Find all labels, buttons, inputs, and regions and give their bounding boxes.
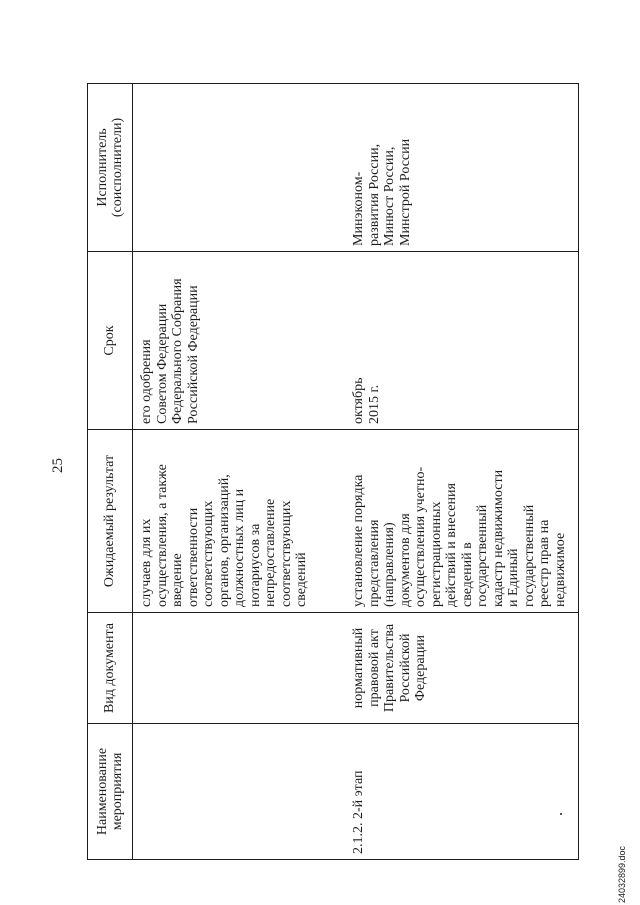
- header-line: Исполнитель: [94, 128, 110, 207]
- cell-line: Минэконом-: [351, 171, 366, 246]
- cell-line: нотариусов за: [247, 523, 263, 607]
- header-line: (соисполнители): [110, 117, 125, 218]
- cell-line: органов, организаций,: [216, 474, 232, 607]
- cell-line: документов для: [397, 513, 413, 607]
- header-line: Срок: [102, 325, 118, 356]
- scan-speck: [560, 813, 562, 815]
- cell-expected-result: [133, 430, 328, 613]
- cell-line: (направления): [382, 522, 397, 607]
- cell-line: 2.1.2. 2-й этап: [351, 770, 366, 854]
- cell-deadline: [133, 252, 328, 430]
- header-line: Ожидаемый результат: [102, 454, 118, 588]
- cell-document-type: [327, 613, 579, 724]
- cell-line: государственный: [475, 504, 490, 607]
- table-header-row: [88, 84, 133, 860]
- cell-line: нормативный: [351, 627, 366, 709]
- cell-line: Минюст России,: [382, 146, 397, 246]
- header-line: мероприятия: [110, 752, 125, 831]
- footer-doc-id: 24032899.doc: [617, 845, 627, 903]
- cell-line: действий и внесения: [444, 483, 459, 607]
- page-number: 25: [50, 458, 66, 473]
- cell-line: 2015 г.: [366, 384, 382, 424]
- cell-document-type: [133, 613, 328, 724]
- cell-line: его одобрения: [139, 339, 154, 424]
- cell-line: недвижимое: [552, 532, 568, 607]
- header-line: Вид документа: [102, 622, 118, 714]
- cell-line: сведений в: [459, 542, 475, 607]
- cell-line: октябрь: [351, 377, 366, 424]
- cell-line: представления: [366, 519, 382, 607]
- cell-line: реестр прав на: [537, 519, 552, 607]
- measures-table: [87, 83, 579, 860]
- cell-line: должностных лиц и: [232, 488, 247, 607]
- header-executor: [88, 84, 133, 252]
- cell-deadline: [327, 252, 579, 430]
- cell-line: осуществления учетно-: [413, 466, 428, 607]
- cell-line: государственный: [521, 504, 537, 607]
- cell-executor: [327, 84, 579, 252]
- cell-line: соответствующих: [278, 500, 294, 607]
- table-row: [133, 84, 328, 860]
- cell-line: непредоставление: [263, 498, 278, 607]
- table-row: [327, 84, 579, 860]
- cell-line: правовой акт: [366, 629, 382, 707]
- cell-line: Федерального Собрания: [170, 278, 185, 424]
- cell-line: Российской Федерации: [185, 285, 201, 424]
- cell-line: Правительства: [382, 623, 397, 713]
- cell-line: регистрационных: [428, 501, 444, 607]
- cell-line: случаев для их: [139, 518, 154, 607]
- cell-executor: [133, 84, 328, 252]
- cell-line: осуществления, а также: [154, 464, 170, 607]
- header-expected-result: [88, 430, 133, 613]
- cell-line: сведений: [294, 552, 309, 607]
- cell-expected-result: [327, 430, 579, 613]
- cell-line: соответствующих: [201, 500, 216, 607]
- cell-line: Советом Федерации: [154, 303, 170, 424]
- cell-line: установление порядка: [351, 474, 366, 607]
- header-deadline: [88, 252, 133, 430]
- cell-line: и Единый: [506, 548, 521, 607]
- cell-line: развития России,: [366, 143, 382, 246]
- header-line: Наименование: [94, 747, 110, 836]
- header-event-name: [88, 724, 133, 860]
- cell-event-name: [327, 724, 579, 860]
- cell-line: Российской: [397, 633, 413, 703]
- cell-line: Минстрой России: [397, 138, 413, 246]
- header-document-type: [88, 613, 133, 724]
- cell-line: Федерации: [413, 634, 428, 702]
- cell-event-name: [133, 724, 328, 860]
- cell-line: введение: [170, 553, 185, 607]
- cell-line: ответственности: [185, 507, 201, 607]
- cell-line: кадастр недвижимости: [490, 469, 506, 607]
